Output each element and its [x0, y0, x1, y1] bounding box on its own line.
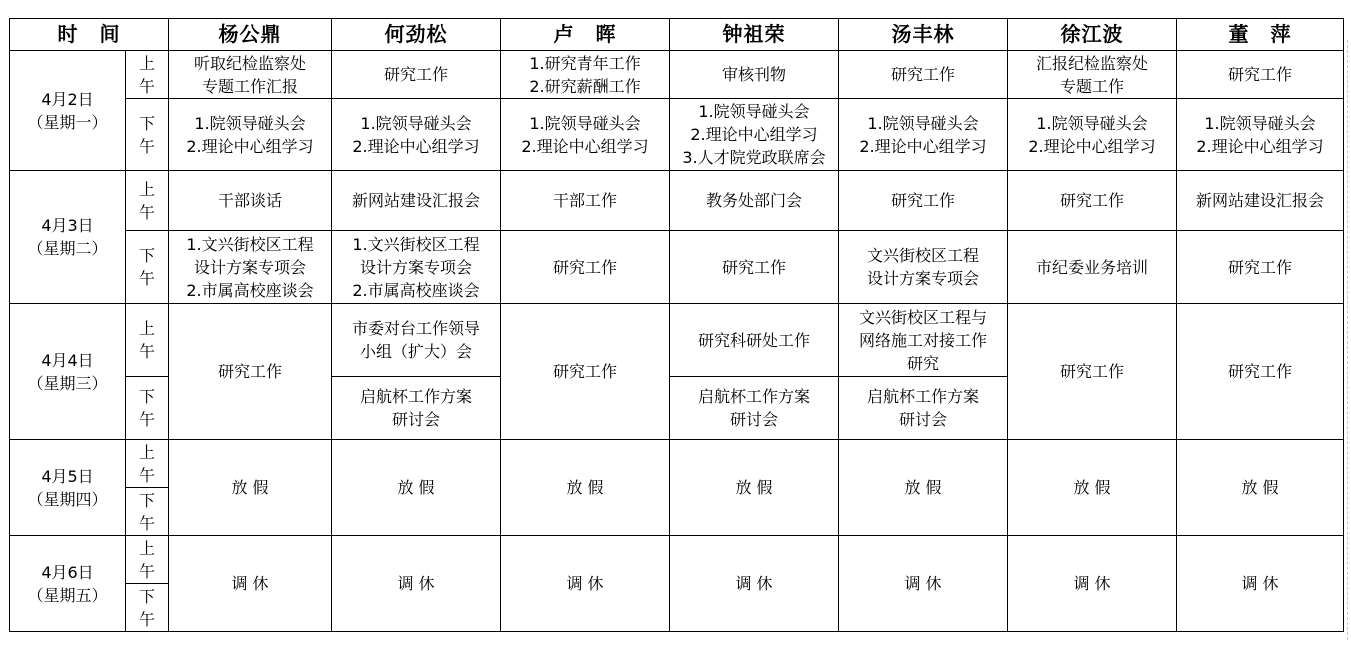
schedule-cell: 1.文兴街校区工程 设计方案专项会 2.市属高校座谈会 — [332, 231, 501, 304]
schedule-cell: 市纪委业务培训 — [1008, 231, 1177, 304]
schedule-cell: 研究工作 — [670, 231, 839, 304]
schedule-cell: 研究工作 — [1177, 304, 1344, 440]
pm-label: 下 午 — [126, 488, 169, 536]
am-label: 上 午 — [126, 440, 169, 488]
day3-am-row — [10, 304, 1344, 377]
am-label: 上 午 — [126, 171, 169, 231]
schedule-cell: 启航杯工作方案 研讨会 — [670, 377, 839, 440]
schedule-cell: 文兴街校区工程 设计方案专项会 — [839, 231, 1008, 304]
schedule-cell: 启航杯工作方案 研讨会 — [332, 377, 501, 440]
schedule-table — [9, 18, 1344, 632]
schedule-cell: 研究科研处工作 — [670, 304, 839, 377]
date-cell: 4月4日 （星期三） — [10, 304, 126, 440]
pm-label: 下 午 — [126, 377, 169, 440]
day1-am-row — [10, 51, 1344, 99]
schedule-cell: 研究工作 — [839, 51, 1008, 99]
schedule-cell: 研究工作 — [1177, 231, 1344, 304]
schedule-cell: 调 休 — [169, 536, 332, 632]
schedule-cell: 教务处部门会 — [670, 171, 839, 231]
schedule-cell: 放 假 — [501, 440, 670, 536]
person-header: 钟祖荣 — [670, 19, 839, 51]
schedule-cell: 文兴街校区工程与 网络施工对接工作 研究 — [839, 304, 1008, 377]
schedule-cell: 1.文兴街校区工程 设计方案专项会 2.市属高校座谈会 — [169, 231, 332, 304]
schedule-cell: 放 假 — [1177, 440, 1344, 536]
schedule-cell: 研究工作 — [332, 51, 501, 99]
schedule-cell: 1.院领导碰头会 2.理论中心组学习 — [839, 99, 1008, 171]
schedule-cell: 研究工作 — [169, 304, 332, 440]
time-header: 时 间 — [10, 19, 169, 51]
schedule-cell: 调 休 — [670, 536, 839, 632]
schedule-cell: 放 假 — [670, 440, 839, 536]
schedule-cell: 1.院领导碰头会 2.理论中心组学习 — [332, 99, 501, 171]
date-cell: 4月6日 （星期五） — [10, 536, 126, 632]
schedule-cell: 新网站建设汇报会 — [1177, 171, 1344, 231]
person-header: 汤丰林 — [839, 19, 1008, 51]
date-cell: 4月5日 （星期四） — [10, 440, 126, 536]
person-header: 徐江波 — [1008, 19, 1177, 51]
day2-am-row — [10, 171, 1344, 231]
pm-label: 下 午 — [126, 584, 169, 632]
day4-am-row — [10, 440, 1344, 488]
schedule-cell: 1.院领导碰头会 2.理论中心组学习 — [1008, 99, 1177, 171]
pm-label: 下 午 — [126, 99, 169, 171]
schedule-cell: 研究工作 — [501, 304, 670, 440]
schedule-cell: 听取纪检监察处 专题工作汇报 — [169, 51, 332, 99]
schedule-cell: 审核刊物 — [670, 51, 839, 99]
schedule-cell: 市委对台工作领导 小组（扩大）会 — [332, 304, 501, 377]
schedule-cell: 研究工作 — [839, 171, 1008, 231]
schedule-cell: 1.院领导碰头会 2.理论中心组学习 — [169, 99, 332, 171]
schedule-cell: 调 休 — [1177, 536, 1344, 632]
schedule-cell: 干部工作 — [501, 171, 670, 231]
schedule-cell: 研究工作 — [1008, 304, 1177, 440]
schedule-cell: 1.院领导碰头会 2.理论中心组学习 3.人才院党政联席会 — [670, 99, 839, 171]
header-row — [10, 19, 1344, 51]
schedule-cell: 放 假 — [169, 440, 332, 536]
schedule-cell: 研究工作 — [1177, 51, 1344, 99]
am-label: 上 午 — [126, 536, 169, 584]
day5-am-row — [10, 536, 1344, 584]
am-label: 上 午 — [126, 304, 169, 377]
schedule-cell: 干部谈话 — [169, 171, 332, 231]
schedule-cell: 启航杯工作方案 研讨会 — [839, 377, 1008, 440]
person-header: 杨公鼎 — [169, 19, 332, 51]
schedule-cell: 调 休 — [839, 536, 1008, 632]
page-edge-divider — [1347, 40, 1349, 640]
schedule-cell: 研究工作 — [501, 231, 670, 304]
schedule-cell: 1.院领导碰头会 2.理论中心组学习 — [501, 99, 670, 171]
schedule-cell: 调 休 — [501, 536, 670, 632]
date-cell: 4月3日 （星期二） — [10, 171, 126, 304]
schedule-cell: 放 假 — [332, 440, 501, 536]
schedule-cell: 汇报纪检监察处 专题工作 — [1008, 51, 1177, 99]
pm-label: 下 午 — [126, 231, 169, 304]
schedule-cell: 调 休 — [1008, 536, 1177, 632]
date-cell: 4月2日 （星期一） — [10, 51, 126, 171]
person-header: 何劲松 — [332, 19, 501, 51]
schedule-cell: 新网站建设汇报会 — [332, 171, 501, 231]
schedule-cell: 调 休 — [332, 536, 501, 632]
schedule-cell: 研究工作 — [1008, 171, 1177, 231]
schedule-cell: 1.研究青年工作 2.研究薪酬工作 — [501, 51, 670, 99]
schedule-cell: 放 假 — [1008, 440, 1177, 536]
day1-pm-row — [10, 99, 1344, 171]
day2-pm-row — [10, 231, 1344, 304]
person-header: 卢 晖 — [501, 19, 670, 51]
person-header: 董 萍 — [1177, 19, 1344, 51]
schedule-cell: 1.院领导碰头会 2.理论中心组学习 — [1177, 99, 1344, 171]
am-label: 上 午 — [126, 51, 169, 99]
schedule-cell: 放 假 — [839, 440, 1008, 536]
